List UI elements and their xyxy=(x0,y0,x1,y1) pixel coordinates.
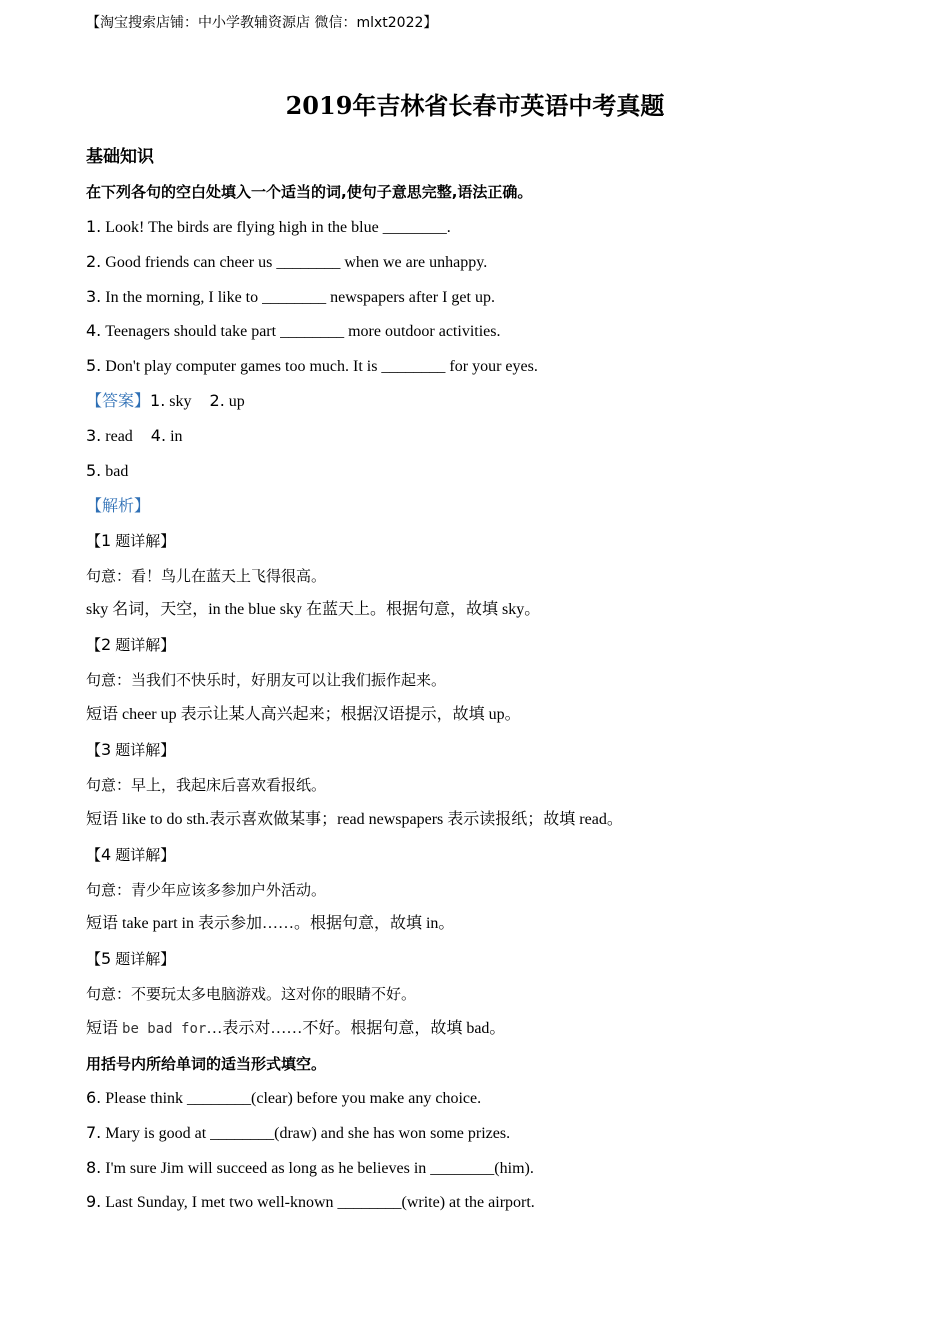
detail-heading-4: 【4 题详解】 xyxy=(86,845,176,864)
question-number: 5. xyxy=(86,356,102,375)
question-number: 6. xyxy=(86,1088,102,1107)
section-heading-basics: 基础知识 xyxy=(86,147,154,167)
answer-number: 2. xyxy=(209,391,225,410)
detail-explain-1: sky 名词，天空，in the blue sky 在蓝天上。根据句意，故填 sky。 xyxy=(86,601,541,618)
question-text: Good friends can cheer us ________ when we are unhappy. xyxy=(105,254,488,271)
page-title: 2019年吉林省长春市英语中考真题 xyxy=(285,91,665,120)
detail-meaning-3: 句意：早上，我起床后喜欢看报纸。 xyxy=(86,776,327,794)
detail-heading-5: 【5 题详解】 xyxy=(86,949,176,968)
question-number: 3. xyxy=(86,287,102,306)
answers-row-2 xyxy=(86,425,183,448)
question-text: I'm sure Jim will succeed as long as he believes in ________(him). xyxy=(105,1160,534,1177)
answer-label: 【答案】 xyxy=(86,391,151,410)
detail-meaning-5: 句意：不要玩太多电脑游戏。这对你的眼睛不好。 xyxy=(86,985,417,1003)
question-7 xyxy=(86,1122,510,1145)
shop-header-note: 【淘宝搜索店铺：中小学教辅资源店 微信：mlxt2022】 xyxy=(86,15,438,31)
question-1 xyxy=(86,216,451,239)
question-6 xyxy=(86,1087,481,1110)
question-number: 4. xyxy=(86,321,102,340)
question-text: Teenagers should take part ________ more outdoor activities. xyxy=(105,323,501,340)
answers-row-3 xyxy=(86,460,128,483)
analysis-label: 【解析】 xyxy=(86,496,151,515)
question-number: 2. xyxy=(86,252,102,271)
answer-number: 5. xyxy=(86,461,102,480)
detail-heading-2: 【2 题详解】 xyxy=(86,635,176,654)
detail-explain-3: 短语 like to do sth.表示喜欢做某事；read newspapers 表示读报纸；故填 read。 xyxy=(86,811,623,828)
answer-text: sky xyxy=(169,393,192,410)
question-4 xyxy=(86,320,500,343)
answer-number: 1. xyxy=(150,391,166,410)
detail-explain-5: 短语 be bad for…表示对……不好。根据句意，故填 bad。 xyxy=(86,1020,506,1037)
answer-text: read xyxy=(105,428,133,445)
instruction-fill-blank: 在下列各句的空白处填入一个适当的词,使句子意思完整,语法正确。 xyxy=(86,183,533,201)
answer-text: up xyxy=(228,393,245,410)
detail-meaning-1: 句意：看！鸟儿在蓝天上飞得很高。 xyxy=(86,567,327,585)
answer-text: in xyxy=(170,428,183,445)
question-number: 7. xyxy=(86,1123,102,1142)
detail-meaning-4: 句意：青少年应该多参加户外活动。 xyxy=(86,881,327,899)
question-text: Look! The birds are flying high in the blue ________. xyxy=(105,219,451,236)
detail-explain-4: 短语 take part in 表示参加……。根据句意，故填 in。 xyxy=(86,915,455,932)
question-text: Mary is good at ________(draw) and she has won some prizes. xyxy=(105,1125,511,1142)
detail-heading-1: 【1 题详解】 xyxy=(86,531,176,550)
question-text: Don't play computer games too much. It is ________ for your eyes. xyxy=(105,358,538,375)
answer-number: 4. xyxy=(150,426,167,445)
question-8 xyxy=(86,1157,534,1180)
question-number: 8. xyxy=(86,1158,102,1177)
question-3 xyxy=(86,286,495,309)
answers-row-1 xyxy=(86,390,245,413)
answer-number: 3. xyxy=(86,426,102,445)
detail-heading-3: 【3 题详解】 xyxy=(86,740,176,759)
question-text: In the morning, I like to ________ newspapers after I get up. xyxy=(105,289,495,306)
question-text: Please think ________(clear) before you make any choice. xyxy=(105,1090,482,1107)
question-9 xyxy=(86,1191,535,1214)
question-number: 9. xyxy=(86,1192,102,1211)
question-text: Last Sunday, I met two well-known ________(write) at the airport. xyxy=(105,1194,535,1211)
detail-explain-2: 短语 cheer up 表示让某人高兴起来；根据汉语提示，故填 up。 xyxy=(86,706,521,723)
instruction-word-form: 用括号内所给单词的适当形式填空。 xyxy=(86,1055,327,1073)
question-5 xyxy=(86,355,538,378)
question-2 xyxy=(86,251,487,274)
question-number: 1. xyxy=(86,217,102,236)
answer-text: bad xyxy=(105,463,129,480)
detail-meaning-2: 句意：当我们不快乐时，好朋友可以让我们振作起来。 xyxy=(86,671,447,689)
